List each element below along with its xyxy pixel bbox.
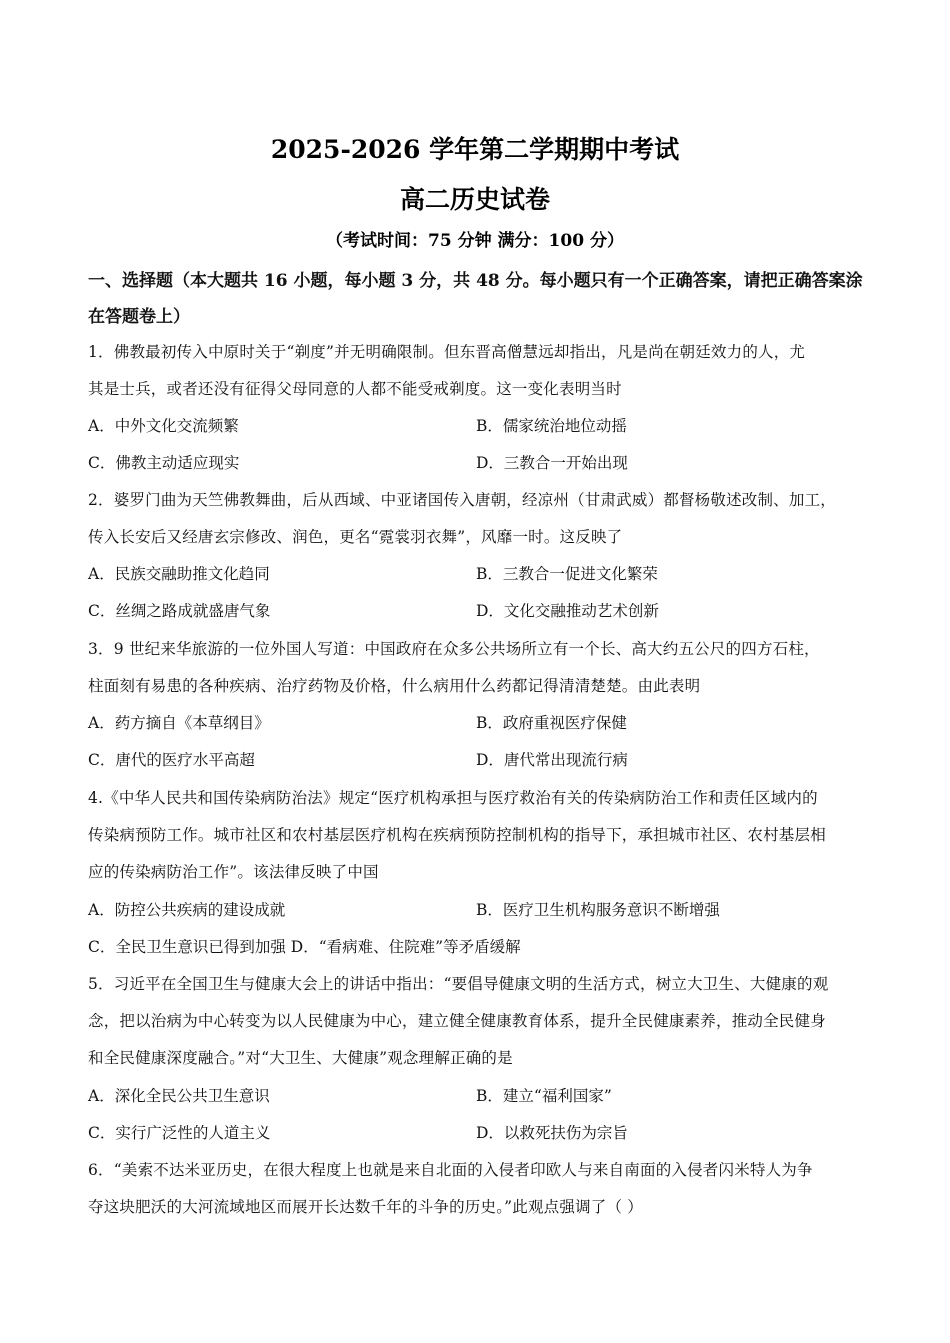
question-3-option-a: A．药方摘自《本草纲目》 (88, 714, 270, 732)
question-3-line-2: 柱面刻有易患的各种疾病、治疗药物及价格，什么病用什么药都记得清清楚楚。由此表明 (88, 677, 701, 695)
question-3-line-1: 3．9 世纪来华旅游的一位外国人写道：中国政府在众多公共场所立有一个长、高大约五公尺的四方石柱， (88, 640, 820, 658)
question-3-option-c: C．唐代的医疗水平高超 (88, 751, 255, 769)
question-2-option-d: D．文化交融推动艺术创新 (476, 602, 659, 620)
exam-title: 2025-2026 学年第二学期期中考试 (270, 135, 680, 164)
question-1-option-a: A．中外文化交流频繁 (88, 417, 239, 435)
question-2-line-2: 传入长安后又经唐玄宗修改、润色，更名“霓裳羽衣舞”，风靡一时。这反映了 (88, 528, 623, 546)
question-4-option-a: A．防控公共疾病的建设成就 (88, 901, 286, 919)
question-5-line-2: 念，把以治病为中心转变为以人民健康为中心，建立健全健康教育体系，提升全民健康素养，推动全民健身 (88, 1012, 826, 1030)
question-4-line-1: 4.《中华人民共和国传染病防治法》规定“医疗机构承担与医疗救治有关的传染病防治工作和责任区域内的 (88, 789, 818, 807)
question-4-option-c-d: C．全民卫生意识已得到加强 D．“看病难、住院难”等矛盾缓解 (88, 938, 521, 956)
exam-info: （考试时间：75 分钟 满分：100 分） (326, 231, 624, 251)
question-1-line-1: 1．佛教最初传入中原时关于“剃度”并无明确限制。但东晋高僧慧远却指出，凡是尚在朝廷效力的人，尤 (88, 343, 806, 361)
question-1-option-d: D．三教合一开始出现 (476, 454, 628, 472)
question-2-option-c: C．丝绸之路成就盛唐气象 (88, 602, 271, 620)
question-4-line-3: 应的传染病防治工作”。该法律反映了中国 (88, 863, 379, 881)
question-3-option-d: D．唐代常出现流行病 (476, 751, 628, 769)
exam-subject-title: 高二历史试卷 (399, 185, 550, 214)
question-6-line-2: 夺这块肥沃的大河流域地区而展开长达数千年的斗争的历史。”此观点强调了（ ） (88, 1198, 644, 1216)
question-1-option-c: C．佛教主动适应现实 (88, 454, 240, 472)
question-2-line-1: 2．婆罗门曲为天竺佛教舞曲，后从西域、中亚诸国传入唐朝，经凉州（甘肃武威）都督杨敬述改制、加工， (88, 491, 836, 509)
question-1-option-b: B．儒家统治地位动摇 (476, 417, 627, 435)
question-6-line-1: 6．“美索不达米亚历史，在很大程度上也就是来自北面的入侵者印欧人与来自南面的入侵者闪米特人为争 (88, 1161, 813, 1179)
question-5-option-d: D．以救死扶伤为宗旨 (476, 1124, 628, 1142)
section-heading: 一、选择题（本大题共 16 小题，每小题 3 分，共 48 分。每小题只有一个正确答案，请把正确答案涂在答题卷上） (88, 271, 863, 327)
question-4-line-2: 传染病预防工作。城市社区和农村基层医疗机构在疾病预防控制机构的指导下，承担城市社区、农村基层相 (88, 826, 826, 844)
question-4-option-b: B．医疗卫生机构服务意识不断增强 (476, 901, 720, 919)
question-5-option-c: C．实行广泛性的人道主义 (88, 1124, 271, 1142)
question-5-option-a: A．深化全民公共卫生意识 (88, 1087, 270, 1105)
question-5-line-1: 5．习近平在全国卫生与健康大会上的讲话中指出：“要倡导健康文明的生活方式，树立大卫生、大健康的观 (88, 975, 829, 993)
question-1-line-2: 其是士兵，或者还没有征得父母同意的人都不能受戒剃度。这一变化表明当时 (88, 380, 622, 398)
question-2-option-a: A．民族交融助推文化趋同 (88, 565, 270, 583)
question-5-line-3: 和全民健康深度融合。”对“大卫生、大健康”观念理解正确的是 (88, 1049, 513, 1067)
question-2-option-b: B．三教合一促进文化繁荣 (476, 565, 658, 583)
question-3-option-b: B．政府重视医疗保健 (476, 714, 627, 732)
question-5-option-b: B．建立“福利国家” (476, 1087, 612, 1105)
